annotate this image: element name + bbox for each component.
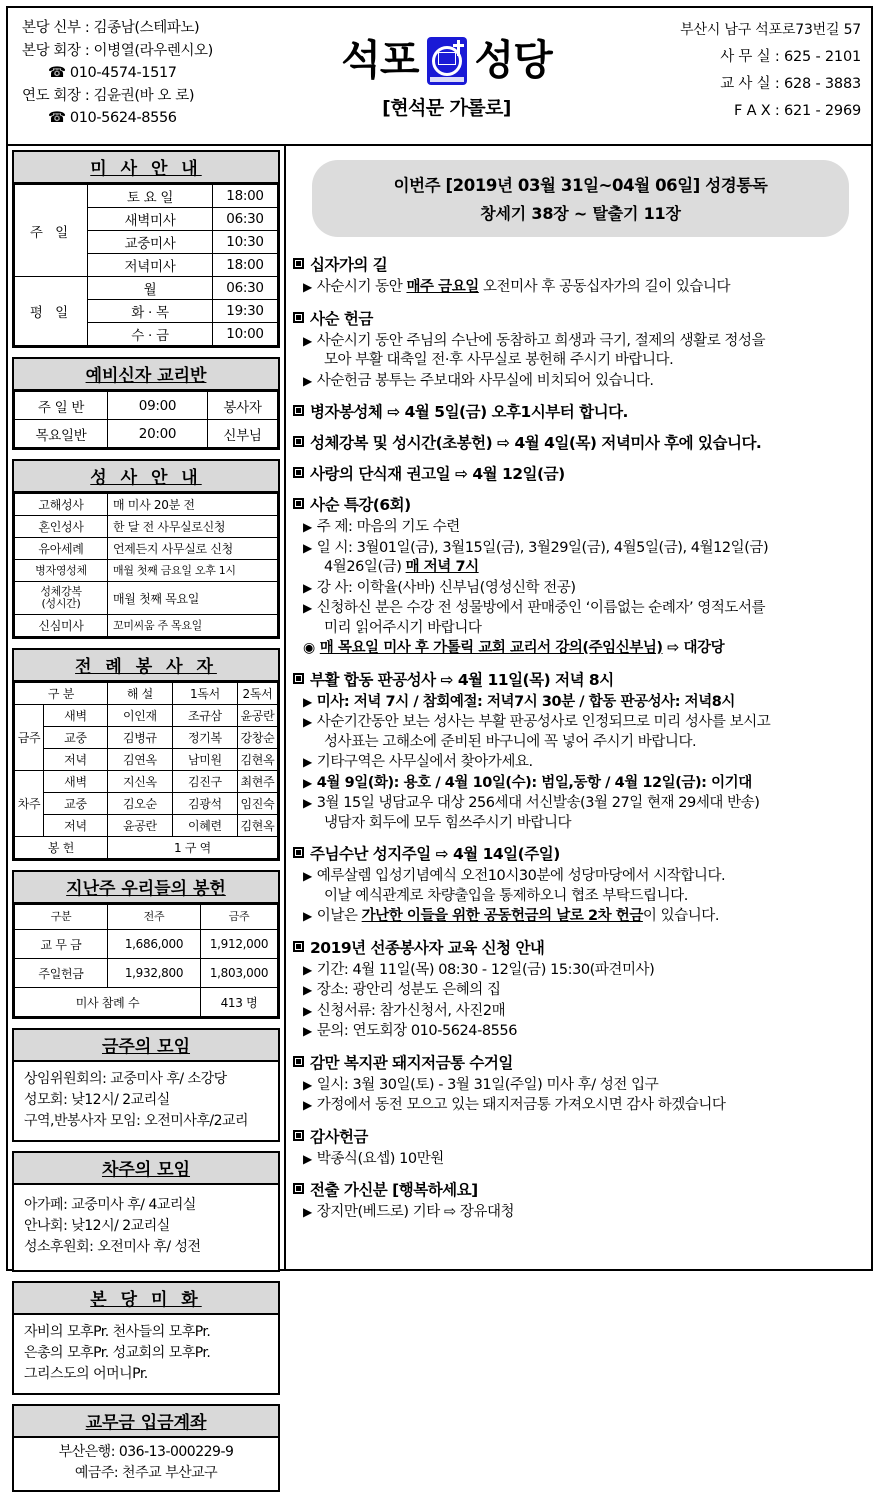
mass-name: 수 · 금 (88, 323, 213, 346)
teachers-room-phone: 교 사 실 : 628 - 3883 (720, 76, 861, 92)
notice-item (293, 332, 868, 371)
server-commentator: 지신옥 (107, 771, 172, 793)
notice-departing-members (293, 1178, 868, 1223)
notice-heading (293, 307, 868, 329)
mass-time: 06:30 (213, 208, 278, 231)
mass-group-weekday: 평 일 (15, 277, 88, 346)
table-row (15, 185, 278, 208)
table-row (15, 771, 278, 793)
server-reading2: 김현옥 (237, 749, 277, 771)
notice-item (293, 907, 868, 927)
item-text: 장지만(베드로) 기타 ⇨ 장유대청 (316, 1204, 515, 1220)
square-bullet-icon (293, 1056, 304, 1067)
notice-heading (293, 842, 868, 864)
item-text-pre: 사순시기 동안 (316, 279, 407, 295)
panel-liturgy-servers (12, 648, 280, 861)
item-text: 강 사: 이학율(사바) 신부님(영성신학 전공) (316, 579, 576, 596)
parish-prayer-body (14, 1315, 278, 1393)
sacrament-value: 꼬미씨움 주 목요일 (108, 615, 278, 637)
triangle-bullet-icon: ▶ (303, 983, 312, 997)
mass-time: 18:00 (213, 254, 278, 277)
panel-bank-account (12, 1404, 280, 1492)
panel-title-parish-prayer: 본 당 미 화 (14, 1283, 278, 1315)
table-row (15, 615, 278, 637)
notice-item (293, 599, 868, 638)
offering-curr: 1,803,000 (201, 959, 278, 988)
item-text-post: 이 있습니다. (642, 908, 719, 924)
cont-text-underlined: 매 저녁 7시 (405, 559, 479, 575)
prayer-line: 자비의 모후Pr. 천사들의 모후Pr. (24, 1324, 211, 1340)
panel-offerings (12, 870, 280, 1019)
item-text: 일시: 3월 30일(토) - 3월 31일(주일) 미사 후/ 성전 입구 (316, 1076, 659, 1093)
item-text-continuation: 미리 읽어주시기 바랍니다 (324, 619, 482, 636)
notice-heading-text: 병자봉성체 ⇨ 4월 5일(금) 오후1시부터 합니다. (310, 403, 628, 421)
panel-title-liturgy-servers: 전 례 봉 사 자 (14, 650, 278, 682)
server-time: 교중 (44, 793, 108, 815)
meetings-next-week-body (14, 1185, 278, 1270)
server-reading1: 김광석 (172, 793, 237, 815)
table-row (15, 727, 278, 749)
square-bullet-icon (293, 941, 304, 952)
item-text-underlined: 매주 금요일 (406, 279, 479, 295)
notice-communion-for-sick (293, 400, 868, 422)
table-row (15, 277, 278, 300)
table-header-row (15, 905, 278, 930)
item-text: 사순기간동안 보는 성사는 부활 판공성사로 인정되므로 미리 성사를 보시고 (316, 714, 771, 730)
sacrament-value: 언제든지 사무실로 신청 (108, 538, 278, 560)
notice-heading-text: 성체강복 및 성시간(초봉헌) ⇨ 4월 4일(목) 저녁미사 후에 있습니다. (310, 434, 762, 452)
table-row (15, 959, 278, 988)
triangle-bullet-icon: ▶ (303, 869, 312, 883)
catechumen-leader: 봉사자 (208, 392, 278, 420)
notice-heading-text: 주님수난 성지주일 ⇨ 4월 14일(주일) (310, 845, 560, 863)
triangle-bullet-icon: ▶ (303, 520, 312, 534)
item-text: 주 제: 마음의 기도 수련 (316, 519, 460, 535)
triangle-bullet-icon: ▶ (303, 601, 312, 615)
col-header-division: 구 분 (15, 683, 108, 705)
office-phone: 사 무 실 : 625 - 2101 (720, 49, 861, 65)
square-bullet-icon (293, 847, 304, 858)
notice-easter-confession (293, 668, 868, 834)
catechumen-table (14, 391, 278, 448)
notice-item (293, 1096, 868, 1116)
table-row (15, 837, 278, 859)
item-text: 미사: 저녁 7시 / 참회예절: 저녁7시 30분 / 합동 판공성사: 저녁8시 (316, 693, 735, 710)
square-bullet-icon (293, 673, 304, 684)
church-address: 부산시 남구 석포로73번길 57 (680, 22, 861, 38)
square-bullet-icon (293, 1130, 304, 1141)
church-title-block (280, 8, 613, 144)
panel-mass-schedule (12, 150, 280, 348)
notice-item (293, 713, 868, 752)
notice-way-of-the-cross (293, 253, 868, 298)
mass-group-sunday: 주 일 (15, 185, 88, 277)
yeondo-president-phone: ☎ 010-5624-8556 (48, 110, 177, 126)
triangle-bullet-icon: ▶ (303, 1151, 312, 1166)
item-text: 박종식(요셉) 10만원 (316, 1150, 444, 1167)
server-reading1: 이혜련 (172, 815, 237, 837)
notice-benediction-holy-hour (293, 431, 868, 453)
panel-title-meetings-this-week: 금주의 모임 (14, 1030, 278, 1062)
notice-heading-text: 십자가의 길 (310, 256, 388, 274)
notice-item (293, 981, 868, 1001)
item-text-continuation: 성사표는 고해소에 준비된 바구니에 꼭 넣어 주시기 바랍니다. (324, 733, 697, 750)
panel-meetings-this-week (12, 1028, 280, 1142)
square-bullet-icon (293, 436, 304, 447)
triangle-bullet-icon: ▶ (303, 1098, 312, 1112)
catechumen-leader: 신부님 (208, 420, 278, 448)
sacrament-label-line1: 성체강복 (40, 585, 82, 598)
parish-president-phone: ☎ 010-4574-1517 (48, 65, 177, 81)
notice-item (293, 774, 868, 794)
triangle-bullet-icon: ▶ (303, 280, 312, 294)
sacrament-label: 유아세례 (15, 538, 108, 560)
offering-district-value: 1 구 역 (107, 837, 277, 859)
notice-item (293, 753, 868, 773)
triangle-bullet-icon: ▶ (303, 694, 312, 709)
server-time: 교중 (44, 727, 108, 749)
notice-heading-text: 전출 가신분 [행복하세요] (310, 1181, 478, 1199)
server-time: 새벽 (44, 771, 108, 793)
header-divider (8, 144, 871, 146)
server-time: 저녁 (44, 749, 108, 771)
triangle-bullet-icon: ▶ (303, 775, 312, 790)
notice-heading-text: 부활 합동 판공성사 ⇨ 4월 11일(목) 저녁 8시 (310, 670, 614, 689)
table-row (15, 582, 278, 615)
notice-item (293, 539, 868, 578)
server-reading1: 정기복 (172, 727, 237, 749)
item-text-underlined: 매 목요일 미사 후 가톨릭 교회 교리서 강의(주임신부님) (319, 640, 663, 656)
notice-item (293, 278, 868, 298)
mass-time: 10:00 (213, 323, 278, 346)
table-row (15, 705, 278, 727)
notice-piggybank-collection (293, 1051, 868, 1116)
col-header-reading2: 2독서 (237, 683, 277, 705)
item-text: 신청서류: 참가신청서, 사진2매 (316, 1002, 506, 1019)
server-time: 새벽 (44, 705, 108, 727)
catechumen-time: 09:00 (108, 392, 208, 420)
attendance-label: 미사 참례 수 (15, 988, 201, 1017)
col-header-commentator: 해 설 (107, 683, 172, 705)
notice-heading (293, 493, 868, 515)
triangle-bullet-icon: ▶ (303, 373, 312, 388)
panel-title-sacraments: 성 사 안 내 (14, 461, 278, 493)
square-bullet-icon (293, 498, 304, 509)
triangle-bullet-icon: ▶ (303, 1003, 312, 1018)
group-label-this-week: 금주 (15, 705, 44, 771)
catechumen-class-name: 목요일반 (15, 420, 108, 448)
notice-heading (293, 431, 868, 453)
notice-item (293, 693, 868, 713)
triangle-bullet-icon: ▶ (303, 755, 312, 769)
yeondo-president-line: 연도 회장 : 김윤권(바 오 로) (22, 87, 195, 104)
triangle-bullet-icon: ▶ (303, 796, 312, 810)
notice-thanksgiving-offering (293, 1125, 868, 1170)
item-text-post: 오전미사 후 공동십자가의 길이 있습니다 (478, 279, 731, 295)
server-commentator: 김병규 (107, 727, 172, 749)
col-header-previous-week: 전주 (108, 905, 201, 930)
server-reading2: 최현주 (237, 771, 277, 793)
server-reading1: 조규삼 (172, 705, 237, 727)
item-text-post: ⇨ 대강당 (662, 640, 725, 656)
panel-title-meetings-next-week: 차주의 모임 (14, 1153, 278, 1185)
offerings-table (14, 904, 278, 1017)
church-subtitle: [현석문 가롤로] (382, 96, 511, 119)
sacrament-label (15, 582, 108, 615)
offering-curr: 1,912,000 (201, 930, 278, 959)
mass-name: 화 · 목 (88, 300, 213, 323)
notice-lenten-lecture (293, 493, 868, 659)
table-row (15, 815, 278, 837)
item-text-continuation (303, 558, 868, 578)
church-name-right: 성당 (474, 36, 552, 84)
catechumen-time: 20:00 (108, 420, 208, 448)
prayer-line: 은총의 모후Pr. 성교회의 모후Pr. (24, 1345, 211, 1361)
server-commentator: 이인재 (107, 705, 172, 727)
table-row (15, 538, 278, 560)
sacrament-value: 한 달 전 사무실로신청 (108, 516, 278, 538)
offering-label: 주일헌금 (15, 959, 108, 988)
server-reading2: 강창순 (237, 727, 277, 749)
sacrament-value: 매월 첫째 금요일 오후 1시 (108, 560, 278, 582)
item-text: 장소: 광안리 성분도 은혜의 집 (316, 982, 501, 998)
mass-name: 토 요 일 (88, 185, 213, 208)
square-bullet-icon (293, 467, 304, 478)
table-header-row (15, 683, 278, 705)
notice-item (293, 1076, 868, 1096)
panel-title-offerings: 지난주 우리들의 봉헌 (14, 872, 278, 904)
item-text-continuation: 이날 예식관계로 차량출입을 통제하오니 협조 부탁드립니다. (324, 887, 688, 904)
pastor-line: 본당 신부 : 김종남(스테파노) (22, 20, 200, 36)
mass-name: 월 (88, 277, 213, 300)
notice-heading (293, 462, 868, 484)
mass-name: 새벽미사 (88, 208, 213, 231)
triangle-bullet-icon: ▶ (303, 1077, 312, 1092)
server-reading2: 김현옥 (237, 815, 277, 837)
item-text: 일 시: 3월01일(금), 3월15일(금), 3월29일(금), 4월5일(금), 4월12일(금) (316, 539, 769, 556)
mass-name: 저녁미사 (88, 254, 213, 277)
notice-item (293, 1150, 868, 1170)
sacrament-label-line2: (성시간) (41, 597, 81, 610)
server-commentator: 윤공란 (107, 815, 172, 837)
notice-heading (293, 1051, 868, 1073)
panel-title-mass-schedule: 미 사 안 내 (14, 152, 278, 184)
panel-title-catechumen: 예비신자 교리반 (14, 359, 278, 391)
item-text: 신청하신 분은 수강 전 성물방에서 판매중인 ‘이름없는 순례자’ 영적도서를 (316, 600, 766, 616)
notice-item (293, 794, 868, 833)
table-row (15, 494, 278, 516)
sacrament-label: 신심미사 (15, 615, 108, 637)
triangle-bullet-icon: ▶ (303, 1205, 312, 1219)
square-bullet-icon (293, 312, 304, 323)
panel-catechumen-class (12, 357, 280, 450)
notice-item (293, 579, 868, 599)
item-text: 사순시기 동안 주님의 수난에 동참하고 희생과 극기, 절제의 생활로 정성을 (316, 332, 766, 349)
main-notices-column (293, 152, 868, 1226)
item-text-continuation: 모아 부활 대축일 전·후 사무실로 봉헌해 주시기 바랍니다. (324, 352, 674, 368)
item-text-pre: 이날은 (316, 908, 362, 924)
notice-heading (293, 668, 868, 690)
triangle-bullet-icon: ▶ (303, 540, 312, 555)
sacrament-label: 혼인성사 (15, 516, 108, 538)
meetings-this-week-body (14, 1062, 278, 1140)
cont-text: 4월26일(금) (324, 559, 406, 575)
notice-heading (293, 936, 868, 958)
prayer-line: 그리스도의 어머니Pr. (24, 1366, 148, 1382)
panel-parish-prayer (12, 1281, 280, 1395)
item-text-underlined: 가난한 이들을 위한 공동헌금의 날로 2차 헌금 (361, 908, 643, 924)
notice-heading-text: 2019년 선종봉사자 교육 신청 안내 (310, 938, 545, 957)
mass-time: 06:30 (213, 277, 278, 300)
server-reading2: 임진숙 (237, 793, 277, 815)
square-bullet-icon (293, 258, 304, 269)
table-row (15, 749, 278, 771)
notice-heading-text: 사랑의 단식재 권고일 ⇨ 4월 12일(금) (310, 465, 565, 483)
triangle-bullet-icon: ▶ (303, 333, 312, 348)
attendance-value: 413 명 (201, 988, 278, 1017)
notice-item (293, 639, 868, 659)
notice-fasting-day (293, 462, 868, 484)
col-header-reading1: 1독서 (172, 683, 237, 705)
item-text: 기타구역은 사무실에서 찾아가세요. (316, 754, 533, 770)
server-commentator: 김연옥 (107, 749, 172, 771)
notice-palm-sunday (293, 842, 868, 927)
notice-item (293, 1002, 868, 1022)
group-label-next-week: 차주 (15, 771, 44, 837)
triangle-bullet-icon: ▶ (303, 1024, 312, 1038)
item-text: 3월 15일 냉담교우 대상 256세대 서신발송(3월 27일 현재 29세대 반송) (316, 795, 760, 811)
bank-account-body (14, 1438, 278, 1490)
server-time: 저녁 (44, 815, 108, 837)
triangle-bullet-icon: ▶ (303, 715, 312, 729)
item-text: 가정에서 동전 모으고 있는 돼지저금통 가져오시면 감사 하겠습니다 (316, 1097, 726, 1113)
table-row (15, 392, 278, 420)
meeting-line: 구역,반봉사자 모임: 오전미사후/2교리 (24, 1113, 249, 1129)
server-commentator: 김오순 (107, 793, 172, 815)
sacrament-label: 고해성사 (15, 494, 108, 516)
item-text: 예루살렘 입성기념예식 오전10시30분에 성당마당에서 시작합니다. (316, 868, 726, 884)
mass-name: 교중미사 (88, 231, 213, 254)
sacrament-label: 병자영성체 (15, 560, 108, 582)
header-contacts-left (8, 8, 280, 144)
mass-schedule-table (14, 184, 278, 346)
table-row (15, 560, 278, 582)
meeting-line: 성소후원회: 오전미사 후/ 성전 (24, 1239, 201, 1255)
notice-item (293, 867, 868, 906)
notice-heading (293, 253, 868, 275)
bible-reading-banner (312, 160, 849, 237)
table-row (15, 516, 278, 538)
notice-item (293, 518, 868, 538)
meeting-line: 상임위원회의: 교중미사 후/ 소강당 (24, 1071, 227, 1087)
triangle-bullet-icon: ▶ (303, 909, 312, 923)
notice-heading-text: 사순 헌금 (310, 309, 373, 328)
server-reading1: 남미원 (172, 749, 237, 771)
col-header-this-week: 금주 (201, 905, 278, 930)
meeting-line: 아가페: 교중미사 후/ 4교리실 (24, 1197, 196, 1213)
panel-meetings-next-week (12, 1151, 280, 1272)
panel-sacraments (12, 459, 280, 639)
notice-heading (293, 400, 868, 422)
meeting-line: 성모회: 낮12시/ 2교리실 (24, 1092, 170, 1108)
banner-line-2: 창세기 38장 ~ 탈출기 11장 (480, 204, 681, 223)
left-sidebar (12, 150, 280, 1501)
notice-item (293, 372, 868, 392)
item-text: 문의: 연도회장 010-5624-8556 (316, 1023, 517, 1039)
offering-prev: 1,932,800 (108, 959, 201, 988)
notice-heading (293, 1178, 868, 1200)
square-bullet-icon (293, 405, 304, 416)
panel-title-bank-account: 교무금 입금계좌 (14, 1406, 278, 1438)
item-text-continuation: 냉담자 회두에 모두 힘쓰주시기 바랍니다 (324, 814, 572, 831)
church-name-left: 석포 (341, 36, 419, 84)
notice-heading-text: 감만 복지관 돼지저금통 수거일 (310, 1053, 513, 1072)
catechumen-class-name: 주 일 반 (15, 392, 108, 420)
triangle-bullet-icon: ▶ (303, 962, 312, 977)
notice-hospice-volunteer-training (293, 936, 868, 1042)
item-text: 기간: 4월 11일(목) 08:30 - 12일(금) 15:30(파견미사) (316, 961, 655, 978)
sacraments-table (14, 493, 278, 637)
notice-item (293, 1203, 868, 1223)
sacrament-value: 매월 첫째 목요일 (108, 582, 278, 615)
col-header-category: 구분 (15, 905, 108, 930)
server-reading2: 윤공란 (237, 705, 277, 727)
table-row (15, 420, 278, 448)
item-text: 4월 9일(화): 용호 / 4월 10일(수): 범일,동항 / 4월 12일(금): 이기대 (316, 774, 752, 791)
mass-time: 19:30 (213, 300, 278, 323)
notice-heading-text: 감사헌금 (310, 1127, 368, 1146)
server-reading1: 김진구 (172, 771, 237, 793)
notice-item (293, 1022, 868, 1042)
liturgy-servers-table (14, 682, 278, 859)
item-text: 사순헌금 봉투는 주보대와 사무실에 비치되어 있습니다. (316, 372, 654, 389)
notice-heading (293, 1125, 868, 1147)
parish-president-line: 본당 회장 : 이병열(라우렌시오) (22, 42, 213, 59)
bulletin-header (8, 8, 871, 144)
radio-bullet-icon: ◉ (303, 640, 315, 656)
meeting-line: 안나회: 낮12시/ 2교리실 (24, 1218, 170, 1234)
mass-time: 18:00 (213, 185, 278, 208)
offering-prev: 1,686,000 (108, 930, 201, 959)
church-name-row (341, 37, 551, 85)
bank-line: 부산은행: 036-13-000229-9 (58, 1444, 234, 1460)
column-divider (284, 146, 286, 1269)
notice-lenten-offering (293, 307, 868, 392)
table-row (15, 930, 278, 959)
square-bullet-icon (293, 1183, 304, 1194)
offering-label: 교 무 금 (15, 930, 108, 959)
table-row (15, 793, 278, 815)
notice-heading-text: 사순 특강(6회) (310, 496, 411, 514)
sacrament-value: 매 미사 20분 전 (108, 494, 278, 516)
bank-line: 예금주: 천주교 부산교구 (74, 1465, 218, 1481)
banner-line-1: 이번주 [2019년 03월 31일~04월 06일] 성경통독 (393, 176, 768, 195)
offering-district-label: 봉 헌 (15, 837, 108, 859)
triangle-bullet-icon: ▶ (303, 580, 312, 595)
header-contacts-right (613, 8, 871, 144)
church-emblem-icon (427, 37, 467, 85)
fax-number: F A X : 621 - 2969 (734, 103, 861, 119)
notice-item (293, 961, 868, 981)
mass-time: 10:30 (213, 231, 278, 254)
table-row (15, 988, 278, 1017)
